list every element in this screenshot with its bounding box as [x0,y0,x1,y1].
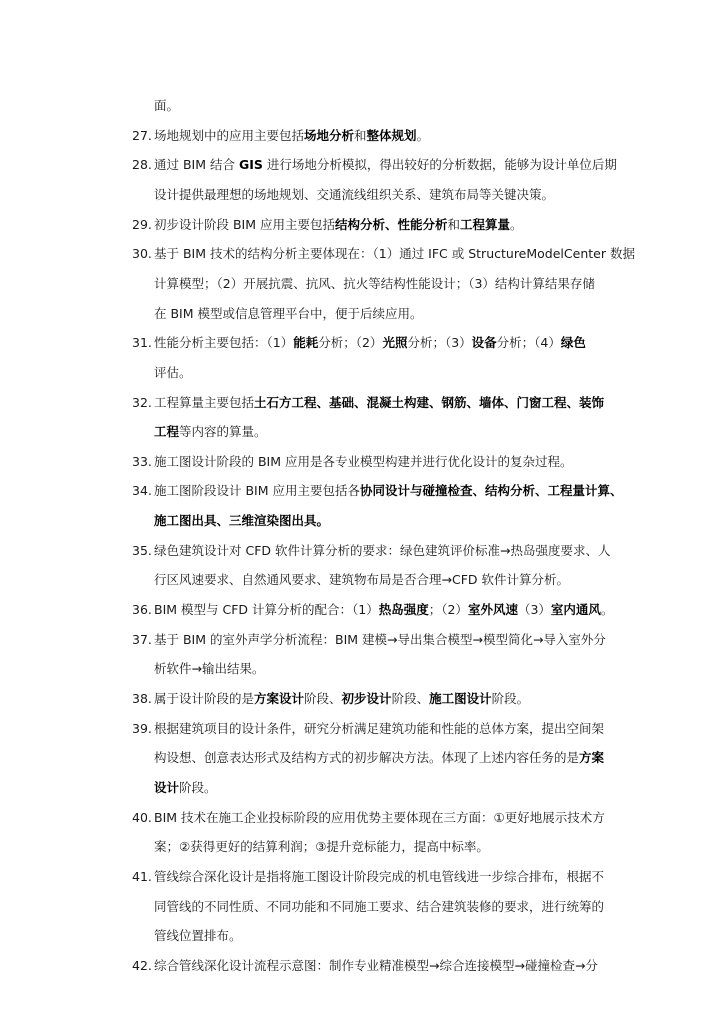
item-text [154,687,529,711]
bold-term: 能耗 [293,335,319,351]
list-item [0,628,724,652]
item-text [154,717,604,741]
item-text [154,479,623,503]
bold-term: 协同设计与碰撞检查、结构分析、工程量计算、 [360,483,623,499]
text-run: 属于设计阶段的是 [154,691,255,706]
text-run: 施工图设计阶段的 BIM 应用是各专业模型构建并进行优化设计的复杂过程。 [154,453,573,469]
item-text [154,153,617,177]
text-run: 进行场地分析模拟，得出较好的分析数据，能够为设计单位后期 [262,157,617,173]
text-run: 管线位置排布。 [154,928,242,944]
item-text [154,657,264,681]
list-item [0,213,724,237]
item-text [154,213,523,237]
text-run: 案；②获得更好的结算利润；③提升竞标能力，提高中标率。 [154,839,489,855]
text-run: 综合管线深化设计流程示意图：制作专业精准模型→综合连接模型→碰撞检查→分 [154,957,598,973]
text-run: 分析；（4） [496,335,561,351]
text-run: 性能分析主要包括：（1） [154,335,294,351]
bold-term: 设计 [154,779,180,795]
item-number: 34. [132,483,152,499]
text-run: 阶段、 [391,691,430,706]
text-run: （3） [517,602,551,618]
text-run: 构设想、创意表达形式及结构方式的初步解决方法。体现了上述内容任务的是 [154,750,580,766]
list-item-continuation [0,924,724,948]
text-run: 场地规划中的应用主要包括 [154,127,305,143]
item-text [154,183,554,207]
text-run: ；（2） [428,602,468,618]
bold-term: 方案设计 [254,691,305,706]
text-run: BIM 技术在施工企业投标阶段的应用优势主要体现在三方面：①更好地展示技术方 [154,809,605,825]
text-run: 根据建筑项目的设计条件，研究分析满足建筑功能和性能的总体方案，提出空间架 [154,720,605,736]
text-run: 基于 BIM 技术的结构分析主要体现在：（1）通过 IFC 或 StructureModelCenter 数据 [154,246,635,262]
text-run: 行区风速要求、自然通风要求、建筑物布局是否合理→CFD 软件计算分析。 [154,572,569,588]
list-item [0,539,724,563]
bold-term: 设备 [471,335,497,351]
text-run: 。 [510,216,523,232]
item-text [154,895,604,919]
item-text [154,776,217,800]
bold-term: 室外风速 [467,602,518,618]
list-item [0,242,724,266]
item-text [154,628,606,652]
item-text [154,450,573,474]
bold-term: 室内通风 [550,602,601,618]
item-text [154,539,610,563]
text-run: 。 [416,127,430,143]
item-text [154,302,423,326]
text-run: 分析；（3） [407,335,472,351]
list-item-continuation [0,835,724,859]
bold-term: 整体规划 [366,127,417,143]
item-number: 40. [132,809,152,825]
text-run: 和 [447,216,461,232]
text-run: 在 BIM 模型或信息管理平台中，便于后续应用。 [154,305,423,321]
item-number: 41. [132,868,152,884]
item-text [154,272,595,296]
list-item [0,124,724,148]
item-text [154,568,569,592]
item-text [154,865,604,889]
text-run: 初步设计阶段 BIM 应用主要包括 [154,216,335,232]
list-item-continuation [0,568,724,592]
list-item [0,153,724,177]
bold-term: 工程算量 [460,216,511,232]
item-number: 36. [132,602,152,618]
item-text [154,509,329,533]
text-run: 和 [354,127,367,143]
text-run: 设计提供最理想的场地规划、交通流线组织关系、建筑布局等关键决策。 [154,186,555,202]
text-run: 施工图阶段设计 BIM 应用主要包括各 [154,483,360,499]
item-text [154,598,613,622]
item-text [154,746,604,770]
list-item-continuation [0,895,724,919]
list-item-continuation [0,302,724,326]
bold-term: GIS [238,157,263,173]
bold-term: 初步设计 [341,691,392,706]
item-number: 27. [132,127,152,143]
text-run: 基于 BIM 的室外声学分析流程：BIM 建模→导出集合模型→模型简化→导入室外分 [154,631,606,647]
text-run: 面。 [154,98,180,113]
item-text [154,361,192,385]
list-item-continuation [0,361,724,385]
text-run: 绿色建筑设计对 CFD 软件计算分析的要求：绿色建筑评价标准→热岛强度要求、人 [154,542,611,558]
item-number: 38. [132,691,152,706]
item-text [154,806,605,830]
item-number: 30. [132,246,152,262]
item-number: 37. [132,631,152,647]
item-text [154,94,179,118]
bold-term: 工程 [154,424,180,440]
list-item [0,687,724,711]
item-text [154,242,635,266]
list-item [0,331,724,355]
item-number: 29. [132,216,152,232]
item-number: 31. [132,335,152,351]
text-run: 同管线的不同性质、不同功能和不同施工要求、结合建筑装修的要求，进行统筹的 [154,898,605,914]
item-text [154,835,489,859]
list-item-continuation [0,272,724,296]
text-run: 。 [600,602,614,618]
list-item-continuation [0,94,724,118]
list-item [0,450,724,474]
bold-term: 光照 [382,335,408,351]
list-item [0,479,724,503]
item-number: 39. [132,720,152,736]
item-text [154,420,267,444]
bold-term: 绿色 [560,335,586,351]
text-run: 分析；（2） [318,335,383,351]
text-run: 等内容的算量。 [179,424,267,440]
item-text [154,924,242,948]
item-text [154,391,604,415]
bold-term: 方案 [579,750,605,766]
bold-term: 土石方工程、基础、混凝土构建、钢筋、墙体、门窗工程、装饰 [254,394,605,410]
bold-term: 热岛强度 [378,602,429,618]
bold-term: 施工图出具、三维渲染图出具。 [154,513,330,529]
item-number: 35. [132,542,152,558]
item-text [154,954,598,978]
list-item [0,598,724,622]
text-run: 析软件→输出结果。 [154,661,265,677]
bold-term: 场地分析 [304,127,355,143]
list-item-continuation [0,776,724,800]
text-run: 评估。 [154,364,192,380]
bold-term: 结构分析、性能分析 [335,216,448,232]
list-item-continuation [0,420,724,444]
list-item [0,806,724,830]
list-item-continuation [0,746,724,770]
list-item-continuation [0,657,724,681]
item-number: 33. [132,453,152,469]
text-run: 阶段。 [179,779,217,795]
text-run: BIM 模型与 CFD 计算分析的配合：（1） [154,602,379,618]
text-run: 通过 BIM 结合 [154,157,239,173]
list-item [0,391,724,415]
list-item [0,865,724,889]
text-run: 工程算量主要包括 [154,394,255,410]
text-run: 管线综合深化设计是指将施工图设计阶段完成的机电管线进一步综合排布，根据不 [154,868,605,884]
list-item [0,717,724,741]
list-item-continuation [0,509,724,533]
bold-term: 施工图设计 [429,691,492,706]
text-run: 阶段、 [304,691,342,706]
list-item-continuation [0,183,724,207]
item-text [154,331,586,355]
list-item [0,954,724,978]
item-number: 42. [132,957,152,973]
text-run: 计算模型；（2）开展抗震、抗风、抗火等结构性能设计；（3）结构计算结果存储 [154,275,595,291]
item-text [154,124,429,148]
item-number: 28. [132,157,152,173]
item-number: 32. [132,394,152,410]
text-run: 阶段。 [491,691,530,706]
